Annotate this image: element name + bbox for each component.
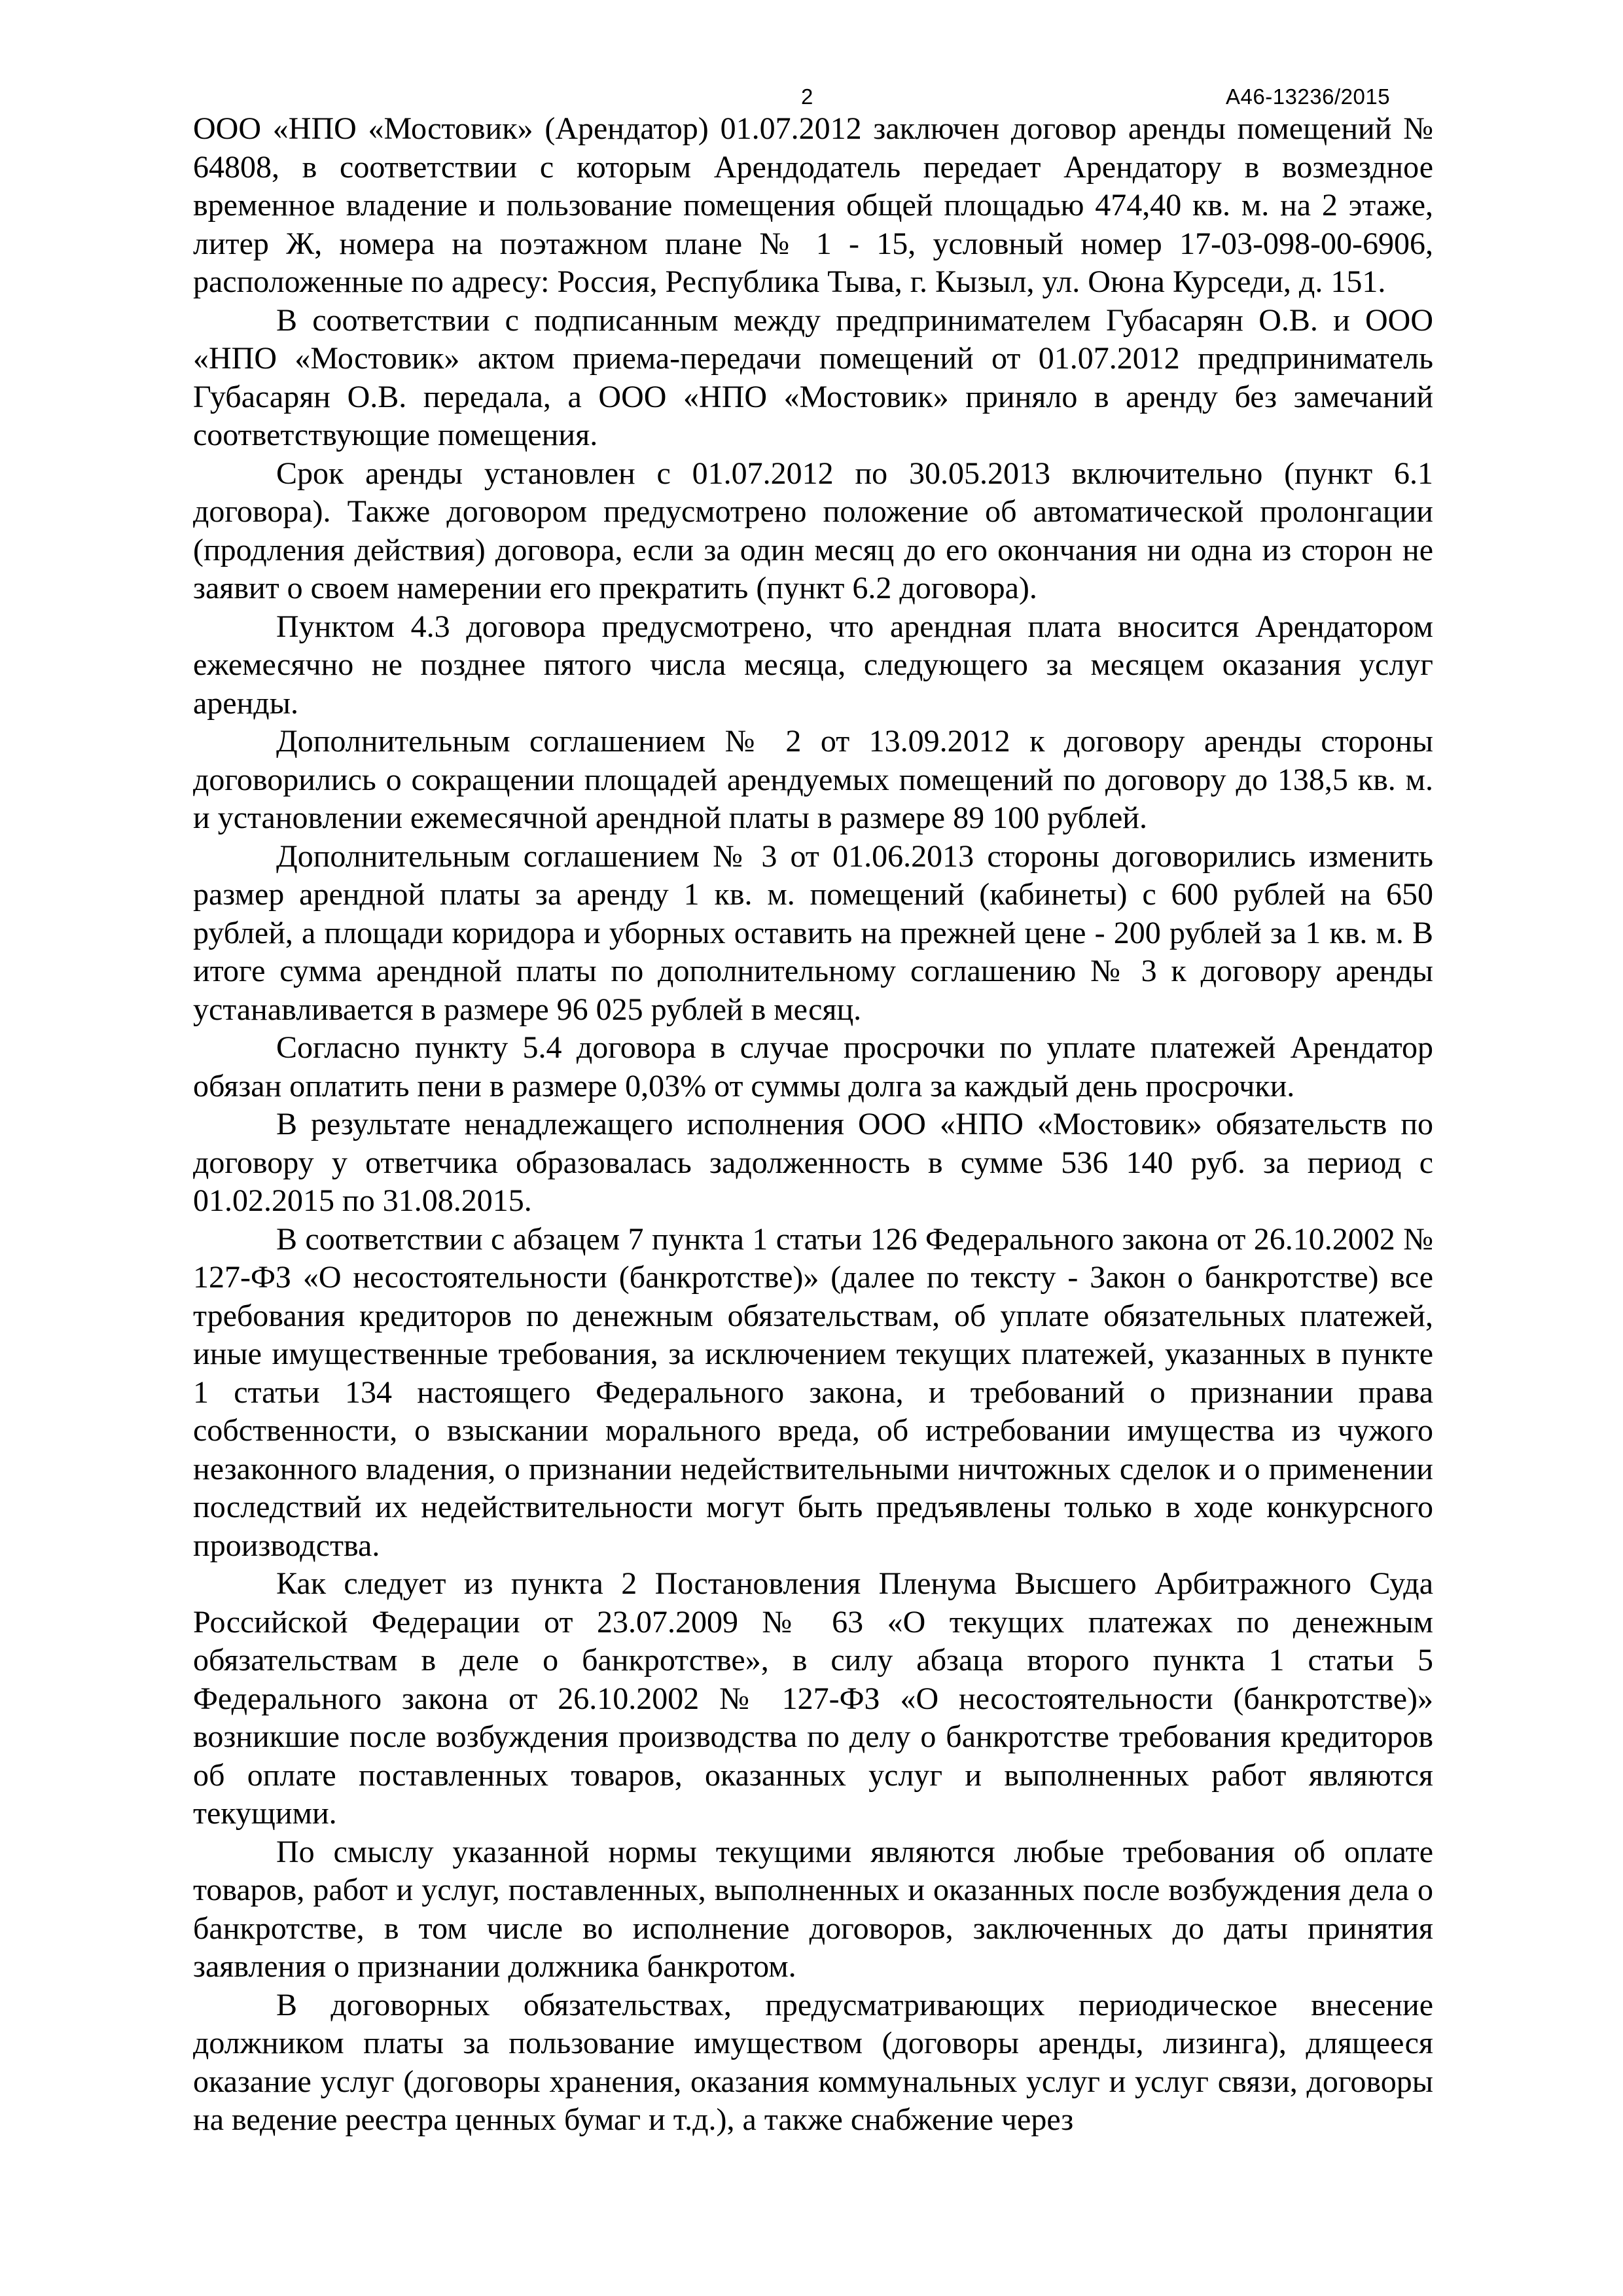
paragraph: В соответствии с абзацем 7 пункта 1 статьи 126 Федерального закона от 26.10.2002 № 127-ФЗ «О несостоятельности (банкротстве)» (далее по тексту - Закон о банкротстве) все требования кредиторов по денежным обязательствам, об уплате обязательных платежей, иные имущественные требования, за исключением текущих платежей, указанных в пункте 1 статьи 134 настоящего Федерального закона, и требований о признании права собственности, о взыскании морального вреда, об истребовании имущества из чужого незаконного владения, о признании недействительными ничтожных сделок и о применении последствий их недействительности могут быть предъявлены только в ходе конкурсного производства. bbox=[193, 1221, 1433, 1563]
paragraph: ООО «НПО «Мостовик» (Арендатор) 01.07.2012 заключен договор аренды помещений № 64808, в соответствии с которым Арендодатель передает Арендатору в возмездное временное владение и пользование помещения общей площадью 474,40 кв. м. на 2 этаже, литер Ж, номера на поэтажном плане № 1 - 15, условный номер 17-03-098-00-6906, расположенные по адресу: Россия, Республика Тыва, г. Кызыл, ул. Оюна Курседи, д. 151. bbox=[193, 111, 1433, 299]
document-body bbox=[193, 110, 1433, 2140]
paragraph: В договорных обязательствах, предусматривающих периодическое внесение должником платы за пользование имуществом (договоры аренды, лизинга), длящееся оказание услуг (договоры хранения, оказания коммунальных услуг и услуг связи, договоры на ведение реестра ценных бумаг и т.д.), а также снабжение через bbox=[193, 1987, 1433, 2137]
paragraph: В результате ненадлежащего исполнения ООО «НПО «Мостовик» обязательств по договору у ответчика образовалась задолженность в сумме 536 140 руб. за период с 01.02.2015 по 31.08.2015. bbox=[193, 1107, 1433, 1218]
paragraph: В соответствии с подписанным между предпринимателем Губасарян О.В. и ООО «НПО «Мостовик» актом приема-передачи помещений от 01.07.2012 предприниматель Губасарян О.В. передала, а ООО «НПО «Мостовик» приняло в аренду без замечаний соответствующие помещения. bbox=[193, 302, 1433, 452]
paragraph: Срок аренды установлен с 01.07.2012 по 30.05.2013 включительно (пункт 6.1 договора). Также договором предусмотрено положение об автоматической пролонгации (продления действия) договора, если за один месяц до его окончания ни одна из сторон не заявит о своем намерении его прекратить (пункт 6.2 договора). bbox=[193, 456, 1433, 605]
paragraph: Согласно пункту 5.4 договора в случае просрочки по уплате платежей Арендатор обязан оплатить пени в размере 0,03% от суммы долга за каждый день просрочки. bbox=[193, 1030, 1433, 1103]
paragraph: По смыслу указанной нормы текущими являются любые требования об оплате товаров, работ и услуг, поставленных, выполненных и оказанных после возбуждения дела о банкротстве, в том числе во исполнение договоров, заключенных до даты принятия заявления о признании должника банкротом. bbox=[193, 1834, 1433, 1984]
case-number: А46-13236/2015 bbox=[1226, 84, 1391, 109]
paragraph: Дополнительным соглашением № 3 от 01.06.2013 стороны договорились изменить размер арендной платы за аренду 1 кв. м. помещений (кабинеты) с 600 рублей на 650 рублей, а площади коридора и уборных оставить на прежней цене - 200 рублей за 1 кв. м. В итоге сумма арендной платы по дополнительному соглашению № 3 к договору аренды устанавливается в размере 96 025 рублей в месяц. bbox=[193, 838, 1433, 1027]
paragraph: Дополнительным соглашением № 2 от 13.09.2012 к договору аренды стороны договорились о сокращении площадей арендуемых помещений по договору до 138,5 кв. м. и установлении ежемесячной арендной платы в размере 89 100 рублей. bbox=[193, 724, 1433, 835]
paragraph: Как следует из пункта 2 Постановления Пленума Высшего Арбитражного Суда Российской Федерации от 23.07.2009 № 63 «О текущих платежах по денежным обязательствам в деле о банкротстве», в силу абзаца второго пункта 1 статьи 5 Федерального закона от 26.10.2002 № 127-ФЗ «О несостоятельности (банкротстве)» возникшие после возбуждения производства по делу о банкротстве требования кредиторов об оплате поставленных товаров, оказанных услуг и выполненных работ являются текущими. bbox=[193, 1566, 1433, 1831]
paragraph: Пунктом 4.3 договора предусмотрено, что арендная плата вносится Арендатором ежемесячно не позднее пятого числа месяца, следующего за месяцем оказания услуг аренды. bbox=[193, 609, 1433, 721]
page-number: 2 bbox=[801, 84, 813, 109]
